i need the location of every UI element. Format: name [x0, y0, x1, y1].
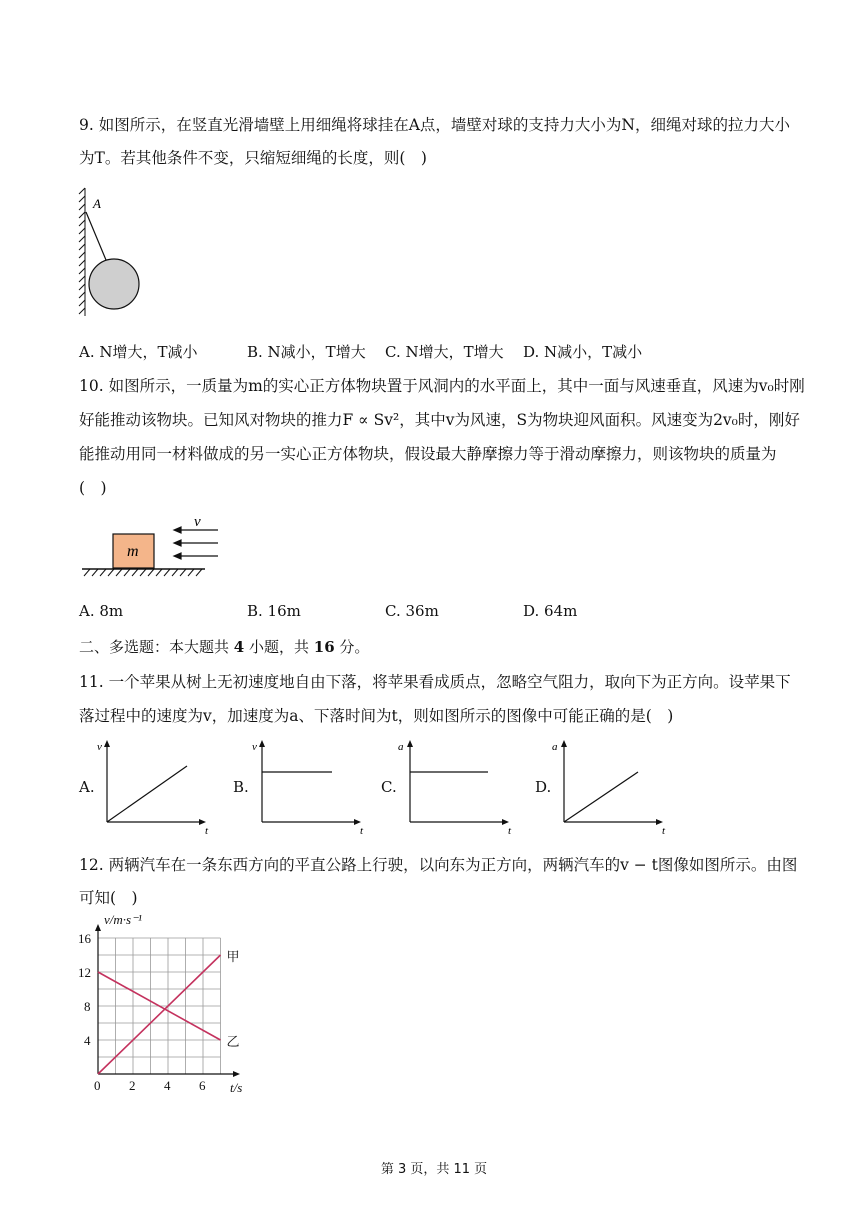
ground-hatching — [84, 569, 202, 576]
q11-graph-d[interactable] — [552, 738, 674, 837]
graph-d-line — [564, 772, 638, 822]
y-tick-label: 16 — [78, 931, 91, 946]
q11-graph-b[interactable] — [252, 738, 372, 837]
q11-option-c-label[interactable]: C. — [381, 778, 397, 796]
q10-option-a[interactable]: A. 8m — [79, 602, 124, 620]
y-tick-label: 8 — [84, 999, 91, 1014]
q10-figure — [80, 508, 230, 584]
x-tick-label: 0 — [94, 1078, 101, 1093]
q11-graph-a[interactable] — [97, 738, 217, 837]
section-suffix: 分。 — [334, 638, 370, 656]
q10-text-line4: ( ) — [79, 479, 107, 497]
q11-option-d-label[interactable]: D. — [535, 778, 552, 796]
q12-text-line1: 12. 两辆汽车在一条东西方向的平直公路上行驶，以向东为正方向，两辆汽车的v − t图像如图所示。由图 — [79, 856, 798, 874]
q11-text-line1: 11. 一个苹果从树上无初速度地自由下落，将苹果看成质点，忽略空气阻力，取向下为正方向。设苹果下 — [79, 673, 791, 691]
q9-option-d[interactable]: D. N减小，T减小 — [523, 343, 643, 361]
section-middle: 小题，共 — [244, 638, 314, 656]
q9-option-c[interactable]: C. N增大，T增大 — [385, 343, 504, 361]
section-prefix: 二、多选题：本大题共 — [79, 638, 234, 656]
q9-text-line2: 为T。若其他条件不变，只缩短细绳的长度，则( ) — [79, 149, 427, 167]
x-tick-label: 2 — [129, 1078, 136, 1093]
q10-text-line2: 好能推动该物块。已知风对物块的推力F ∝ Sv²，其中v为风速，S为物块迎风面积。风速变为2v₀时，刚好 — [79, 411, 800, 429]
wind-v-label: v — [194, 514, 201, 530]
x-axis-arrow — [233, 1071, 240, 1077]
q10-option-b[interactable]: B. 16m — [247, 602, 301, 620]
q9-figure — [76, 188, 146, 318]
graph-a-ylabel: v — [97, 741, 102, 753]
graph-c-ylabel: a — [398, 741, 404, 753]
y-tick-label: 4 — [84, 1033, 91, 1048]
section-score: 16 — [313, 638, 335, 656]
rope — [86, 212, 106, 260]
series-line-jia — [98, 955, 221, 1074]
graph-d-ylabel: a — [552, 741, 558, 753]
q9-option-a[interactable]: A. N增大，T减小 — [79, 343, 198, 361]
q11-option-b-label[interactable]: B. — [233, 778, 249, 796]
q11-graph-c[interactable] — [398, 738, 520, 837]
q11-text-line2: 落过程中的速度为v，加速度为a、下落时间为t，则如图所示的图像中可能正确的是( ) — [79, 707, 674, 725]
q10-text-line1: 10. 如图所示，一质量为m的实心正方体物块置于风洞内的水平面上，其中一面与风速垂直，风速为v₀时刚 — [79, 377, 805, 395]
graph-b-xlabel: t — [360, 825, 364, 837]
series-label: 甲 — [226, 950, 240, 965]
series-label: 乙 — [226, 1035, 240, 1050]
ball — [89, 259, 139, 309]
section-count: 4 — [233, 638, 245, 656]
graph-c-xlabel: t — [508, 825, 512, 837]
graph-a-xlabel: t — [205, 825, 209, 837]
q10-option-d[interactable]: D. 64m — [523, 602, 578, 620]
q9-text-line1: 9. 如图所示，在竖直光滑墙壁上用细绳将球挂在A点，墙壁对球的支持力大小为N，细绳对球的拉力大小 — [79, 116, 790, 134]
page-footer: 第 3 页，共 11 页 — [380, 1162, 488, 1177]
point-a-label: A — [93, 196, 101, 211]
x-axis-label: t/s — [230, 1080, 243, 1095]
y-axis-label: v/m·s⁻¹ — [104, 912, 142, 927]
q11-option-a-label[interactable]: A. — [79, 778, 95, 796]
y-tick-label: 12 — [78, 965, 91, 980]
wall-hatching — [79, 188, 85, 316]
section-heading-multiple-choice — [79, 636, 369, 657]
graph-b-ylabel: v — [252, 741, 257, 753]
q12-text-line2: 可知( ) — [79, 889, 138, 907]
q9-option-b[interactable]: B. N减小，T增大 — [247, 343, 366, 361]
graph-d-xlabel: t — [662, 825, 666, 837]
y-axis-arrow — [95, 924, 101, 931]
q10-text-line3: 能推动用同一材料做成的另一实心正方体物块，假设最大静摩擦力等于滑动摩擦力，则该物块的质量为 — [79, 445, 777, 463]
x-tick-label: 4 — [164, 1078, 171, 1093]
block-m-label: m — [127, 543, 139, 560]
q10-option-c[interactable]: C. 36m — [385, 602, 439, 620]
graph-a-line — [107, 766, 187, 822]
wind-arrows — [174, 527, 218, 559]
x-tick-label: 6 — [199, 1078, 206, 1093]
q12-vt-chart — [72, 912, 262, 1094]
